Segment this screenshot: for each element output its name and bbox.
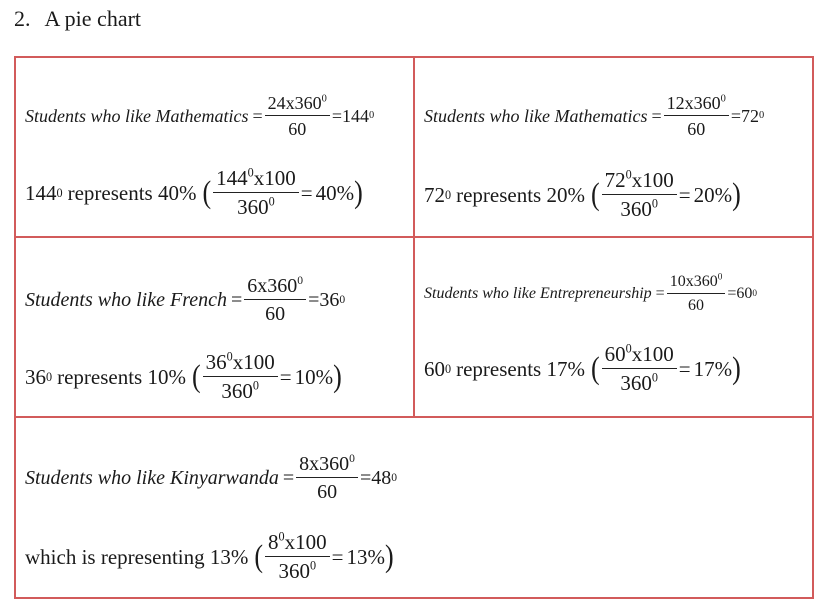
rep-line: 60 0 represents 17% ( $\frac{60^0x100}{360^0}$ = 17% ) — [424, 341, 741, 395]
equals-sign: = — [727, 285, 737, 302]
rep-text: represents 40% — [67, 180, 197, 205]
cell-french — [15, 237, 414, 417]
degree-sign: 0 — [268, 194, 275, 209]
calc-denominator: 60 — [317, 481, 338, 503]
rep-num-b: x100 — [232, 350, 275, 374]
rep-result: 20% — [693, 182, 733, 207]
calc-line: Students who like Mathematics = $\frac{12x360^0}{60}$ = 72 0 — [424, 93, 765, 139]
calc-result: 72 — [741, 105, 759, 126]
close-paren: ) — [732, 351, 741, 386]
calc-fraction — [265, 94, 330, 138]
close-paren: ) — [732, 177, 741, 212]
rep-result: 10% — [294, 364, 334, 389]
close-paren: ) — [384, 539, 394, 574]
calc-label: Students who like Kinyarwanda — [25, 466, 279, 489]
calc-line: Students who like Kinyarwanda = $\frac{8x360^0}{60}$ = 48 0 — [25, 451, 398, 503]
equals-sign: = — [678, 182, 691, 207]
rep-num-a: 36 — [205, 350, 227, 374]
open-paren: ( — [590, 351, 600, 386]
degree-sign: 0 — [651, 196, 658, 211]
degree-sign: 0 — [247, 165, 254, 180]
calc-numerator: 6x360 — [247, 275, 298, 297]
equals-sign: = — [678, 356, 691, 381]
equals-sign: = — [300, 180, 313, 205]
calc-label: Students who like French — [25, 288, 227, 311]
degree-sign: 0 — [278, 529, 285, 544]
rep-line: 72 0 represents 20% ( $\frac{72^0x100}{360^0}$ = 20% ) — [424, 167, 741, 221]
rep-text: which is representing 13% — [25, 544, 249, 569]
degree-sign: 0 — [625, 341, 632, 356]
rep-result: 40% — [315, 180, 355, 205]
calc-result: 36 — [319, 288, 340, 311]
equals-sign: = — [331, 544, 344, 569]
rep-fraction — [602, 167, 677, 221]
rep-line — [25, 529, 394, 583]
degree-sign: 0 — [625, 167, 632, 182]
calc-result: 60 — [736, 285, 753, 302]
equals-sign: = — [282, 466, 295, 489]
rep-line: 36 0 represents 10% ( $\frac{36^0x100}{360^0}$ = 10% ) — [25, 349, 342, 403]
degree-sign: 0 — [720, 93, 726, 105]
rep-line: 144 0 represents 40% ( $\frac{144^0x100}{360^0}$ = 40% ) — [25, 165, 363, 219]
calc-denominator: 60 — [688, 297, 705, 314]
heading-number: 2. — [14, 6, 31, 31]
degree-sign: 0 — [226, 349, 233, 364]
rep-num-b: x100 — [631, 342, 674, 366]
rep-num-a: 8 — [268, 530, 279, 554]
rep-denominator: 360 — [278, 559, 311, 583]
rep-denominator: 360 — [620, 371, 652, 395]
calc-fraction — [667, 274, 726, 314]
degree-sign: 0 — [310, 558, 317, 573]
calc-numerator: 10x360 — [669, 273, 718, 290]
rep-text: represents 10% — [57, 364, 186, 389]
equals-sign: = — [279, 364, 292, 389]
rep-num-a: 144 — [216, 166, 248, 190]
cell-kinyarwanda — [15, 417, 813, 598]
calc-line: Students who like Entrepreneurship = $\frac{10x360^0}{60}$ = 60 0 — [424, 272, 758, 314]
rep-text: represents 17% — [456, 356, 585, 381]
degree-sign: 0 — [252, 378, 259, 393]
calc-denominator: 60 — [265, 303, 286, 325]
rep-num-b: x100 — [284, 530, 327, 554]
rep-denominator: 360 — [620, 197, 652, 221]
calc-result: 144 — [342, 105, 369, 126]
rep-fraction — [213, 165, 299, 219]
rep-num-a: 60 — [604, 342, 626, 366]
close-paren: ) — [354, 175, 363, 210]
rep-denominator: 360 — [221, 379, 253, 403]
rep-text: represents 20% — [456, 182, 585, 207]
rep-prefix: 72 — [424, 182, 445, 207]
equals-sign: = — [651, 105, 662, 126]
cell-entrepreneurship — [414, 237, 813, 417]
calc-denominator: 60 — [687, 119, 706, 139]
equals-sign: = — [359, 466, 372, 489]
open-paren: ( — [254, 539, 264, 574]
rep-num-a: 72 — [604, 168, 626, 192]
degree-sign: 0 — [717, 272, 723, 283]
rep-fraction — [265, 529, 330, 583]
equals-sign: = — [231, 288, 243, 311]
calc-denominator: 60 — [288, 119, 307, 139]
calc-numerator: 24x360 — [267, 93, 322, 113]
calc-numerator: 8x360 — [299, 453, 350, 475]
close-paren: ) — [333, 359, 342, 394]
cell-mathematics-2 — [414, 57, 813, 237]
equals-sign: = — [252, 105, 263, 126]
section-heading — [14, 6, 141, 32]
degree-sign: 0 — [321, 93, 327, 105]
degree-sign: 0 — [651, 370, 658, 385]
open-paren: ( — [202, 175, 212, 210]
rep-fraction — [203, 349, 278, 403]
calc-line: Students who like French = $\frac{6x360^0}{60}$ = 36 0 — [25, 273, 346, 325]
calc-fraction — [664, 94, 729, 138]
calc-label: Students who like Entrepreneurship — [424, 285, 652, 302]
equals-sign: = — [730, 105, 741, 126]
degree-sign: 0 — [297, 273, 304, 287]
rep-prefix: 36 — [25, 364, 46, 389]
cell-mathematics-1 — [15, 57, 414, 237]
open-paren: ( — [191, 359, 201, 394]
calc-numerator: 12x360 — [666, 93, 721, 113]
calc-line: Students who like Mathematics = $\frac{24x360^0}{60}$ = 144 0 — [25, 93, 375, 139]
calculation-table — [14, 56, 814, 599]
calc-fraction — [244, 273, 306, 325]
rep-fraction — [602, 341, 677, 395]
rep-prefix: 60 — [424, 356, 445, 381]
rep-num-b: x100 — [631, 168, 674, 192]
calc-fraction — [296, 451, 358, 503]
degree-sign: 0 — [349, 451, 355, 465]
calc-result: 48 — [371, 466, 392, 489]
heading-title: A pie chart — [44, 6, 142, 31]
rep-num-b: x100 — [253, 166, 296, 190]
calc-label: Students who like Mathematics — [424, 105, 648, 126]
equals-sign: = — [308, 288, 320, 311]
equals-sign: = — [655, 285, 665, 302]
rep-prefix: 144 — [25, 180, 57, 205]
equals-sign: = — [331, 105, 342, 126]
rep-result: 17% — [693, 356, 733, 381]
rep-result: 13% — [346, 544, 385, 569]
open-paren: ( — [590, 177, 600, 212]
calc-label: Students who like Mathematics — [25, 105, 249, 126]
rep-denominator: 360 — [237, 195, 269, 219]
